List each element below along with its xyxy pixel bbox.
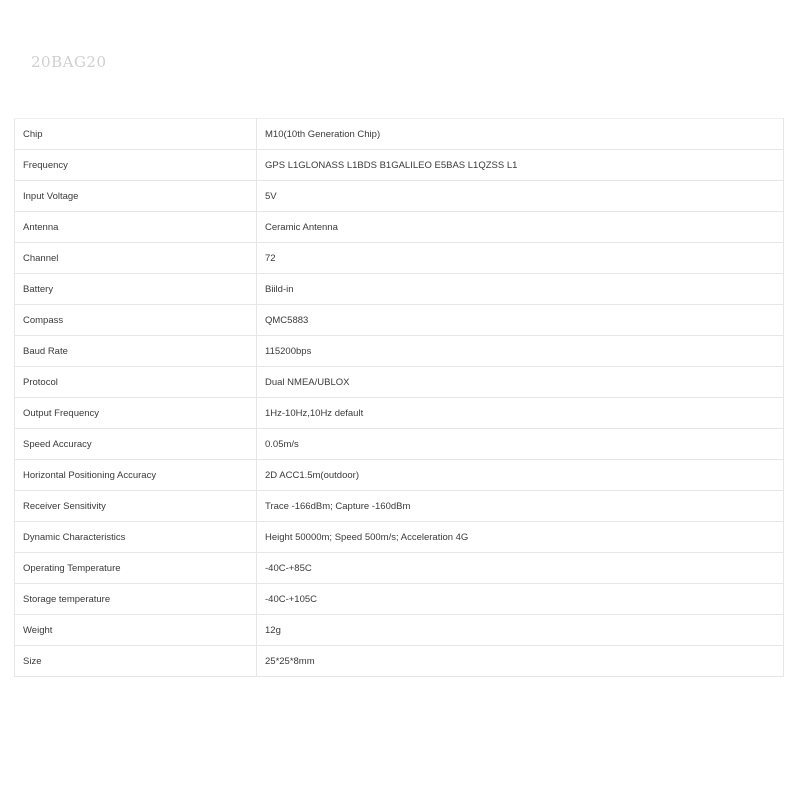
spec-label: Weight: [15, 615, 257, 646]
table-row: [15, 584, 784, 615]
spec-value: 2D ACC1.5m(outdoor): [257, 460, 784, 491]
table-row: [15, 181, 784, 212]
spec-value: 72: [257, 243, 784, 274]
spec-value: Trace -166dBm; Capture -160dBm: [257, 491, 784, 522]
spec-value: Height 50000m; Speed 500m/s; Acceleration 4G: [257, 522, 784, 553]
table-row: [15, 615, 784, 646]
spec-value: 1Hz-10Hz,10Hz default: [257, 398, 784, 429]
spec-label: Output Frequency: [15, 398, 257, 429]
table-row: [15, 398, 784, 429]
spec-label: Receiver Sensitivity: [15, 491, 257, 522]
spec-label: Dynamic Characteristics: [15, 522, 257, 553]
spec-value: Ceramic Antenna: [257, 212, 784, 243]
table-row: [15, 367, 784, 398]
table-row: [15, 305, 784, 336]
spec-value: GPS L1GLONASS L1BDS B1GALILEO E5BAS L1QZSS L1: [257, 150, 784, 181]
spec-label: Antenna: [15, 212, 257, 243]
table-row: [15, 274, 784, 305]
spec-label: Storage temperature: [15, 584, 257, 615]
table-row: [15, 119, 784, 150]
table-row: [15, 646, 784, 677]
table-row: [15, 150, 784, 181]
table-row: [15, 336, 784, 367]
table-row: [15, 212, 784, 243]
spec-value: Dual NMEA/UBLOX: [257, 367, 784, 398]
spec-label: Chip: [15, 119, 257, 150]
spec-value: 25*25*8mm: [257, 646, 784, 677]
spec-value: 5V: [257, 181, 784, 212]
spec-value: -40C-+105C: [257, 584, 784, 615]
table-row: [15, 553, 784, 584]
spec-table-body: [15, 119, 784, 677]
spec-label: Input Voltage: [15, 181, 257, 212]
spec-value: Biild-in: [257, 274, 784, 305]
spec-value: 115200bps: [257, 336, 784, 367]
spec-label: Battery: [15, 274, 257, 305]
table-row: [15, 491, 784, 522]
spec-label: Size: [15, 646, 257, 677]
spec-value: 12g: [257, 615, 784, 646]
table-row: [15, 460, 784, 491]
spec-table: [14, 118, 784, 677]
spec-value: -40C-+85C: [257, 553, 784, 584]
table-row: [15, 522, 784, 553]
spec-label: Frequency: [15, 150, 257, 181]
spec-label: Compass: [15, 305, 257, 336]
spec-value: M10(10th Generation Chip): [257, 119, 784, 150]
spec-label: Baud Rate: [15, 336, 257, 367]
table-row: [15, 243, 784, 274]
spec-value: 0.05m/s: [257, 429, 784, 460]
spec-label: Protocol: [15, 367, 257, 398]
spec-label: Operating Temperature: [15, 553, 257, 584]
spec-label: Speed Accuracy: [15, 429, 257, 460]
spec-label: Horizontal Positioning Accuracy: [15, 460, 257, 491]
spec-value: QMC5883: [257, 305, 784, 336]
watermark-text: 20BAG20: [31, 53, 107, 71]
spec-label: Channel: [15, 243, 257, 274]
table-row: [15, 429, 784, 460]
